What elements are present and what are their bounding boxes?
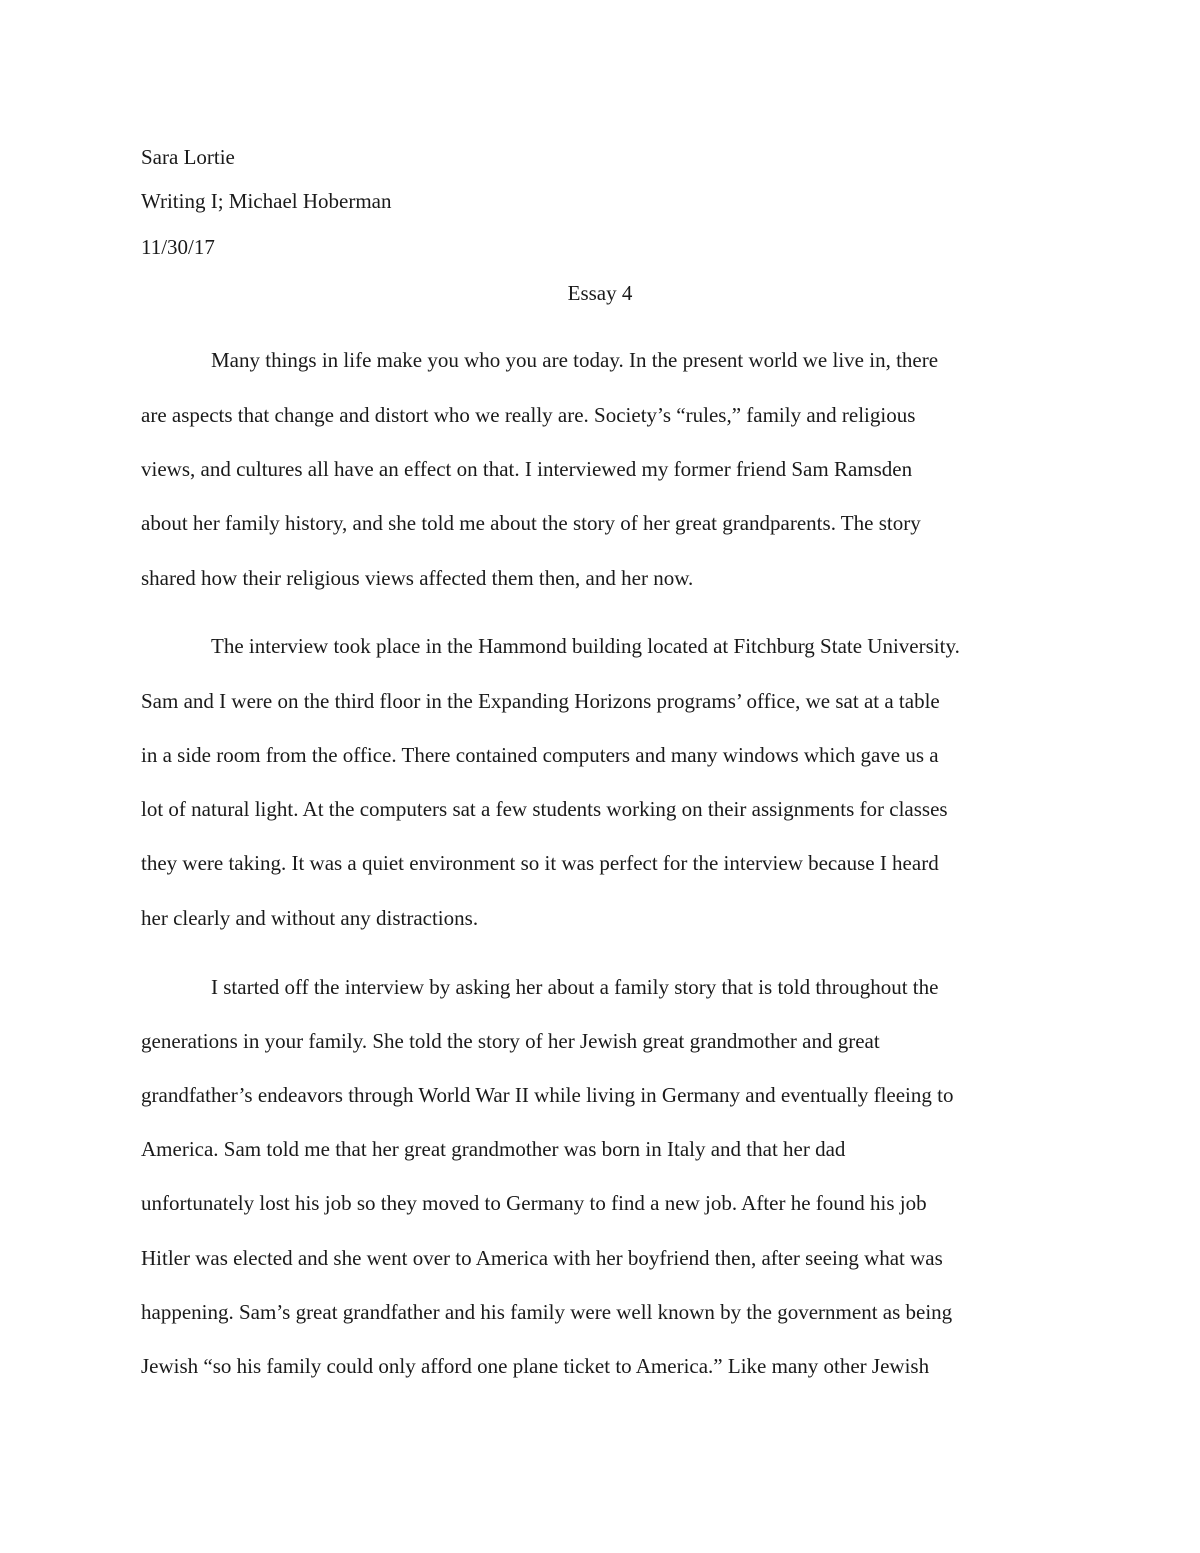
paragraph-line: lot of natural light. At the computers sat a few students working on their assignments for classes [141,797,948,821]
paragraph-line: unfortunately lost his job so they moved to Germany to find a new job. After he found his job [141,1191,927,1215]
paragraph-line: her clearly and without any distractions. [141,906,479,930]
paragraph-line: grandfather’s endeavors through World War II while living in Germany and eventually fleeing to [141,1083,954,1107]
essay-title: Essay 4 [567,281,633,305]
paragraph-line: The interview took place in the Hammond building located at Fitchburg State University. [211,634,960,658]
paragraph-line: Hitler was elected and she went over to America with her boyfriend then, after seeing what was [141,1246,943,1270]
paragraph-line: are aspects that change and distort who we really are. Society’s “rules,” family and religious [141,403,916,427]
paragraph-line: Jewish “so his family could only afford one plane ticket to America.” Like many other Jewish [141,1354,930,1378]
date-line: 11/30/17 [141,235,215,259]
paragraph-line: happening. Sam’s great grandfather and his family were well known by the government as being [141,1300,953,1324]
paragraph-line: Sam and I were on the third floor in the Expanding Horizons programs’ office, we sat at a table [141,689,940,713]
paragraph-line: America. Sam told me that her great grandmother was born in Italy and that her dad [141,1137,846,1161]
paragraph-line: in a side room from the office. There contained computers and many windows which gave us a [141,743,939,767]
course-line: Writing I; Michael Hoberman [141,189,392,213]
paragraph-line: generations in your family. She told the story of her Jewish great grandmother and great [141,1029,880,1053]
paragraph-line: they were taking. It was a quiet environment so it was perfect for the interview because I heard [141,851,939,875]
paragraph-line: Many things in life make you who you are today. In the present world we live in, there [211,348,939,372]
paragraph-line: about her family history, and she told me about the story of her great grandparents. The story [141,511,921,535]
paragraph-line: shared how their religious views affected them then, and her now. [141,566,694,590]
author-name: Sara Lortie [141,145,235,169]
paragraph-line: views, and cultures all have an effect on that. I interviewed my former friend Sam Ramsden [141,457,913,481]
paragraph-line: I started off the interview by asking her about a family story that is told throughout the [211,975,939,999]
